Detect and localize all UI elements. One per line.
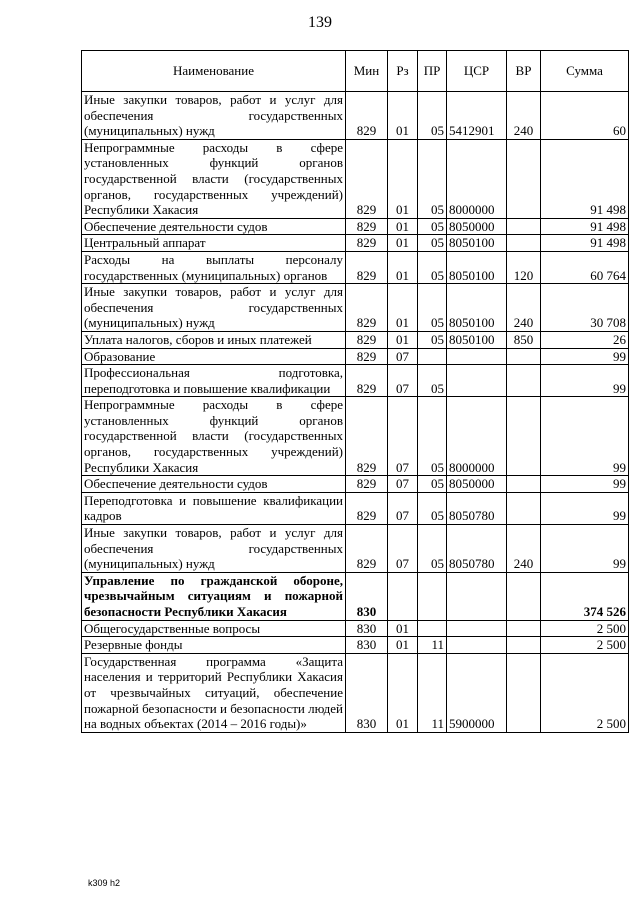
cell-pr: 05 [418,331,447,348]
cell-sum: 60 764 [541,251,629,283]
cell-name: Непрограммные расходы в сфере установленных функций органов государственной власти (государственных органов, государственных учреждений) Республики Хакасия [82,397,346,476]
cell-vr: 240 [507,525,541,573]
cell-min: 830 [346,637,388,654]
cell-min: 829 [346,218,388,235]
cell-vr [507,348,541,365]
cell-vr [507,365,541,397]
cell-rz: 01 [388,331,418,348]
cell-csr: 8050780 [447,525,507,573]
table-row [82,284,629,332]
cell-vr [507,572,541,620]
cell-pr: 11 [418,653,447,732]
cell-csr: 5900000 [447,653,507,732]
cell-sum: 26 [541,331,629,348]
table-row [82,476,629,493]
cell-vr [507,397,541,476]
table-row [82,397,629,476]
cell-pr: 05 [418,235,447,252]
cell-sum: 99 [541,525,629,573]
cell-rz: 07 [388,476,418,493]
cell-pr: 05 [418,365,447,397]
cell-csr [447,637,507,654]
cell-sum: 91 498 [541,235,629,252]
cell-min: 830 [346,620,388,637]
cell-rz: 01 [388,637,418,654]
cell-min: 829 [346,235,388,252]
cell-rz: 07 [388,492,418,524]
cell-name: Профессиональная подготовка, переподготовка и повышение квалификации [82,365,346,397]
cell-rz: 01 [388,92,418,140]
cell-sum: 374 526 [541,572,629,620]
table-body [82,92,629,733]
cell-csr: 8050100 [447,235,507,252]
cell-name: Обеспечение деятельности судов [82,218,346,235]
cell-name: Непрограммные расходы в сфере установленных функций органов государственной власти (государственных органов, государственных учреждений) Республики Хакасия [82,139,346,218]
cell-pr [418,348,447,365]
cell-vr [507,492,541,524]
cell-name: Государственная программа «Защита населения и территорий Республики Хакасия от чрезвычайных ситуаций, обеспечение пожарной безопасности и безопасности людей на водных объектах (2014 – 2016 годы)» [82,653,346,732]
header-pr: ПР [418,51,447,92]
cell-rz: 01 [388,139,418,218]
cell-rz: 01 [388,620,418,637]
cell-pr: 05 [418,92,447,140]
cell-min: 829 [346,492,388,524]
table-header-row [82,51,629,92]
cell-min: 829 [346,348,388,365]
cell-min: 829 [346,251,388,283]
cell-csr: 8050000 [447,218,507,235]
cell-sum: 91 498 [541,218,629,235]
table-row [82,637,629,654]
cell-rz: 01 [388,251,418,283]
cell-csr: 8000000 [447,397,507,476]
cell-name: Иные закупки товаров, работ и услуг для обеспечения государственных (муниципальных) нужд [82,525,346,573]
header-sum: Сумма [541,51,629,92]
cell-sum: 99 [541,492,629,524]
cell-sum: 91 498 [541,139,629,218]
cell-vr [507,653,541,732]
cell-csr: 8050000 [447,476,507,493]
cell-rz: 07 [388,365,418,397]
cell-csr [447,620,507,637]
cell-name: Уплата налогов, сборов и иных платежей [82,331,346,348]
cell-rz: 01 [388,284,418,332]
header-name: Наименование [82,51,346,92]
cell-name: Управление по гражданской обороне, чрезвычайным ситуациям и пожарной безопасности Республики Хакасия [82,572,346,620]
cell-csr [447,572,507,620]
cell-csr: 8050100 [447,284,507,332]
cell-rz: 01 [388,235,418,252]
cell-min: 829 [346,331,388,348]
table-row [82,218,629,235]
cell-vr [507,235,541,252]
cell-pr [418,620,447,637]
cell-sum: 2 500 [541,637,629,654]
cell-name: Обеспечение деятельности судов [82,476,346,493]
cell-sum: 2 500 [541,653,629,732]
table-row [82,620,629,637]
header-min: Мин [346,51,388,92]
table-row [82,348,629,365]
cell-min: 829 [346,476,388,493]
cell-vr: 240 [507,284,541,332]
cell-sum: 60 [541,92,629,140]
table-row [82,251,629,283]
cell-vr [507,637,541,654]
table-row [82,92,629,140]
cell-csr: 8050100 [447,251,507,283]
cell-pr: 05 [418,492,447,524]
cell-rz: 07 [388,397,418,476]
cell-min: 829 [346,365,388,397]
cell-sum: 99 [541,365,629,397]
cell-rz: 07 [388,348,418,365]
cell-csr: 8000000 [447,139,507,218]
cell-sum: 99 [541,348,629,365]
cell-min: 830 [346,572,388,620]
cell-csr: 8050780 [447,492,507,524]
cell-pr: 11 [418,637,447,654]
table-row [82,653,629,732]
cell-csr: 5412901 [447,92,507,140]
cell-rz: 01 [388,653,418,732]
table-row [82,492,629,524]
header-csr: ЦСР [447,51,507,92]
cell-pr [418,572,447,620]
cell-min: 829 [346,92,388,140]
cell-name: Иные закупки товаров, работ и услуг для обеспечения государственных (муниципальных) нужд [82,284,346,332]
cell-csr: 8050100 [447,331,507,348]
cell-name: Образование [82,348,346,365]
cell-pr: 05 [418,251,447,283]
cell-vr [507,218,541,235]
cell-vr: 850 [507,331,541,348]
cell-name: Общегосударственные вопросы [82,620,346,637]
table-row [82,525,629,573]
cell-min: 829 [346,284,388,332]
cell-min: 829 [346,525,388,573]
footer-code: k309 h2 [88,878,121,888]
cell-pr: 05 [418,139,447,218]
cell-vr: 240 [507,92,541,140]
cell-sum: 99 [541,397,629,476]
cell-csr [447,365,507,397]
budget-table [81,50,629,733]
header-rz: Рз [388,51,418,92]
cell-rz [388,572,418,620]
cell-name: Расходы на выплаты персоналу государственных (муниципальных) органов [82,251,346,283]
cell-name: Иные закупки товаров, работ и услуг для обеспечения государственных (муниципальных) нужд [82,92,346,140]
cell-pr: 05 [418,476,447,493]
table-row [82,139,629,218]
cell-sum: 30 708 [541,284,629,332]
cell-sum: 2 500 [541,620,629,637]
cell-name: Резервные фонды [82,637,346,654]
cell-name: Переподготовка и повышение квалификации кадров [82,492,346,524]
table-row [82,235,629,252]
page-number: 139 [308,14,332,31]
cell-vr [507,139,541,218]
cell-sum: 99 [541,476,629,493]
cell-pr: 05 [418,525,447,573]
cell-pr: 05 [418,218,447,235]
cell-pr: 05 [418,284,447,332]
cell-min: 829 [346,139,388,218]
cell-vr [507,620,541,637]
table-row [82,572,629,620]
cell-pr: 05 [418,397,447,476]
cell-csr [447,348,507,365]
cell-name: Центральный аппарат [82,235,346,252]
cell-vr [507,476,541,493]
table-row [82,365,629,397]
cell-rz: 07 [388,525,418,573]
header-vr: ВР [507,51,541,92]
cell-rz: 01 [388,218,418,235]
cell-min: 829 [346,397,388,476]
table-row [82,331,629,348]
cell-vr: 120 [507,251,541,283]
cell-min: 830 [346,653,388,732]
